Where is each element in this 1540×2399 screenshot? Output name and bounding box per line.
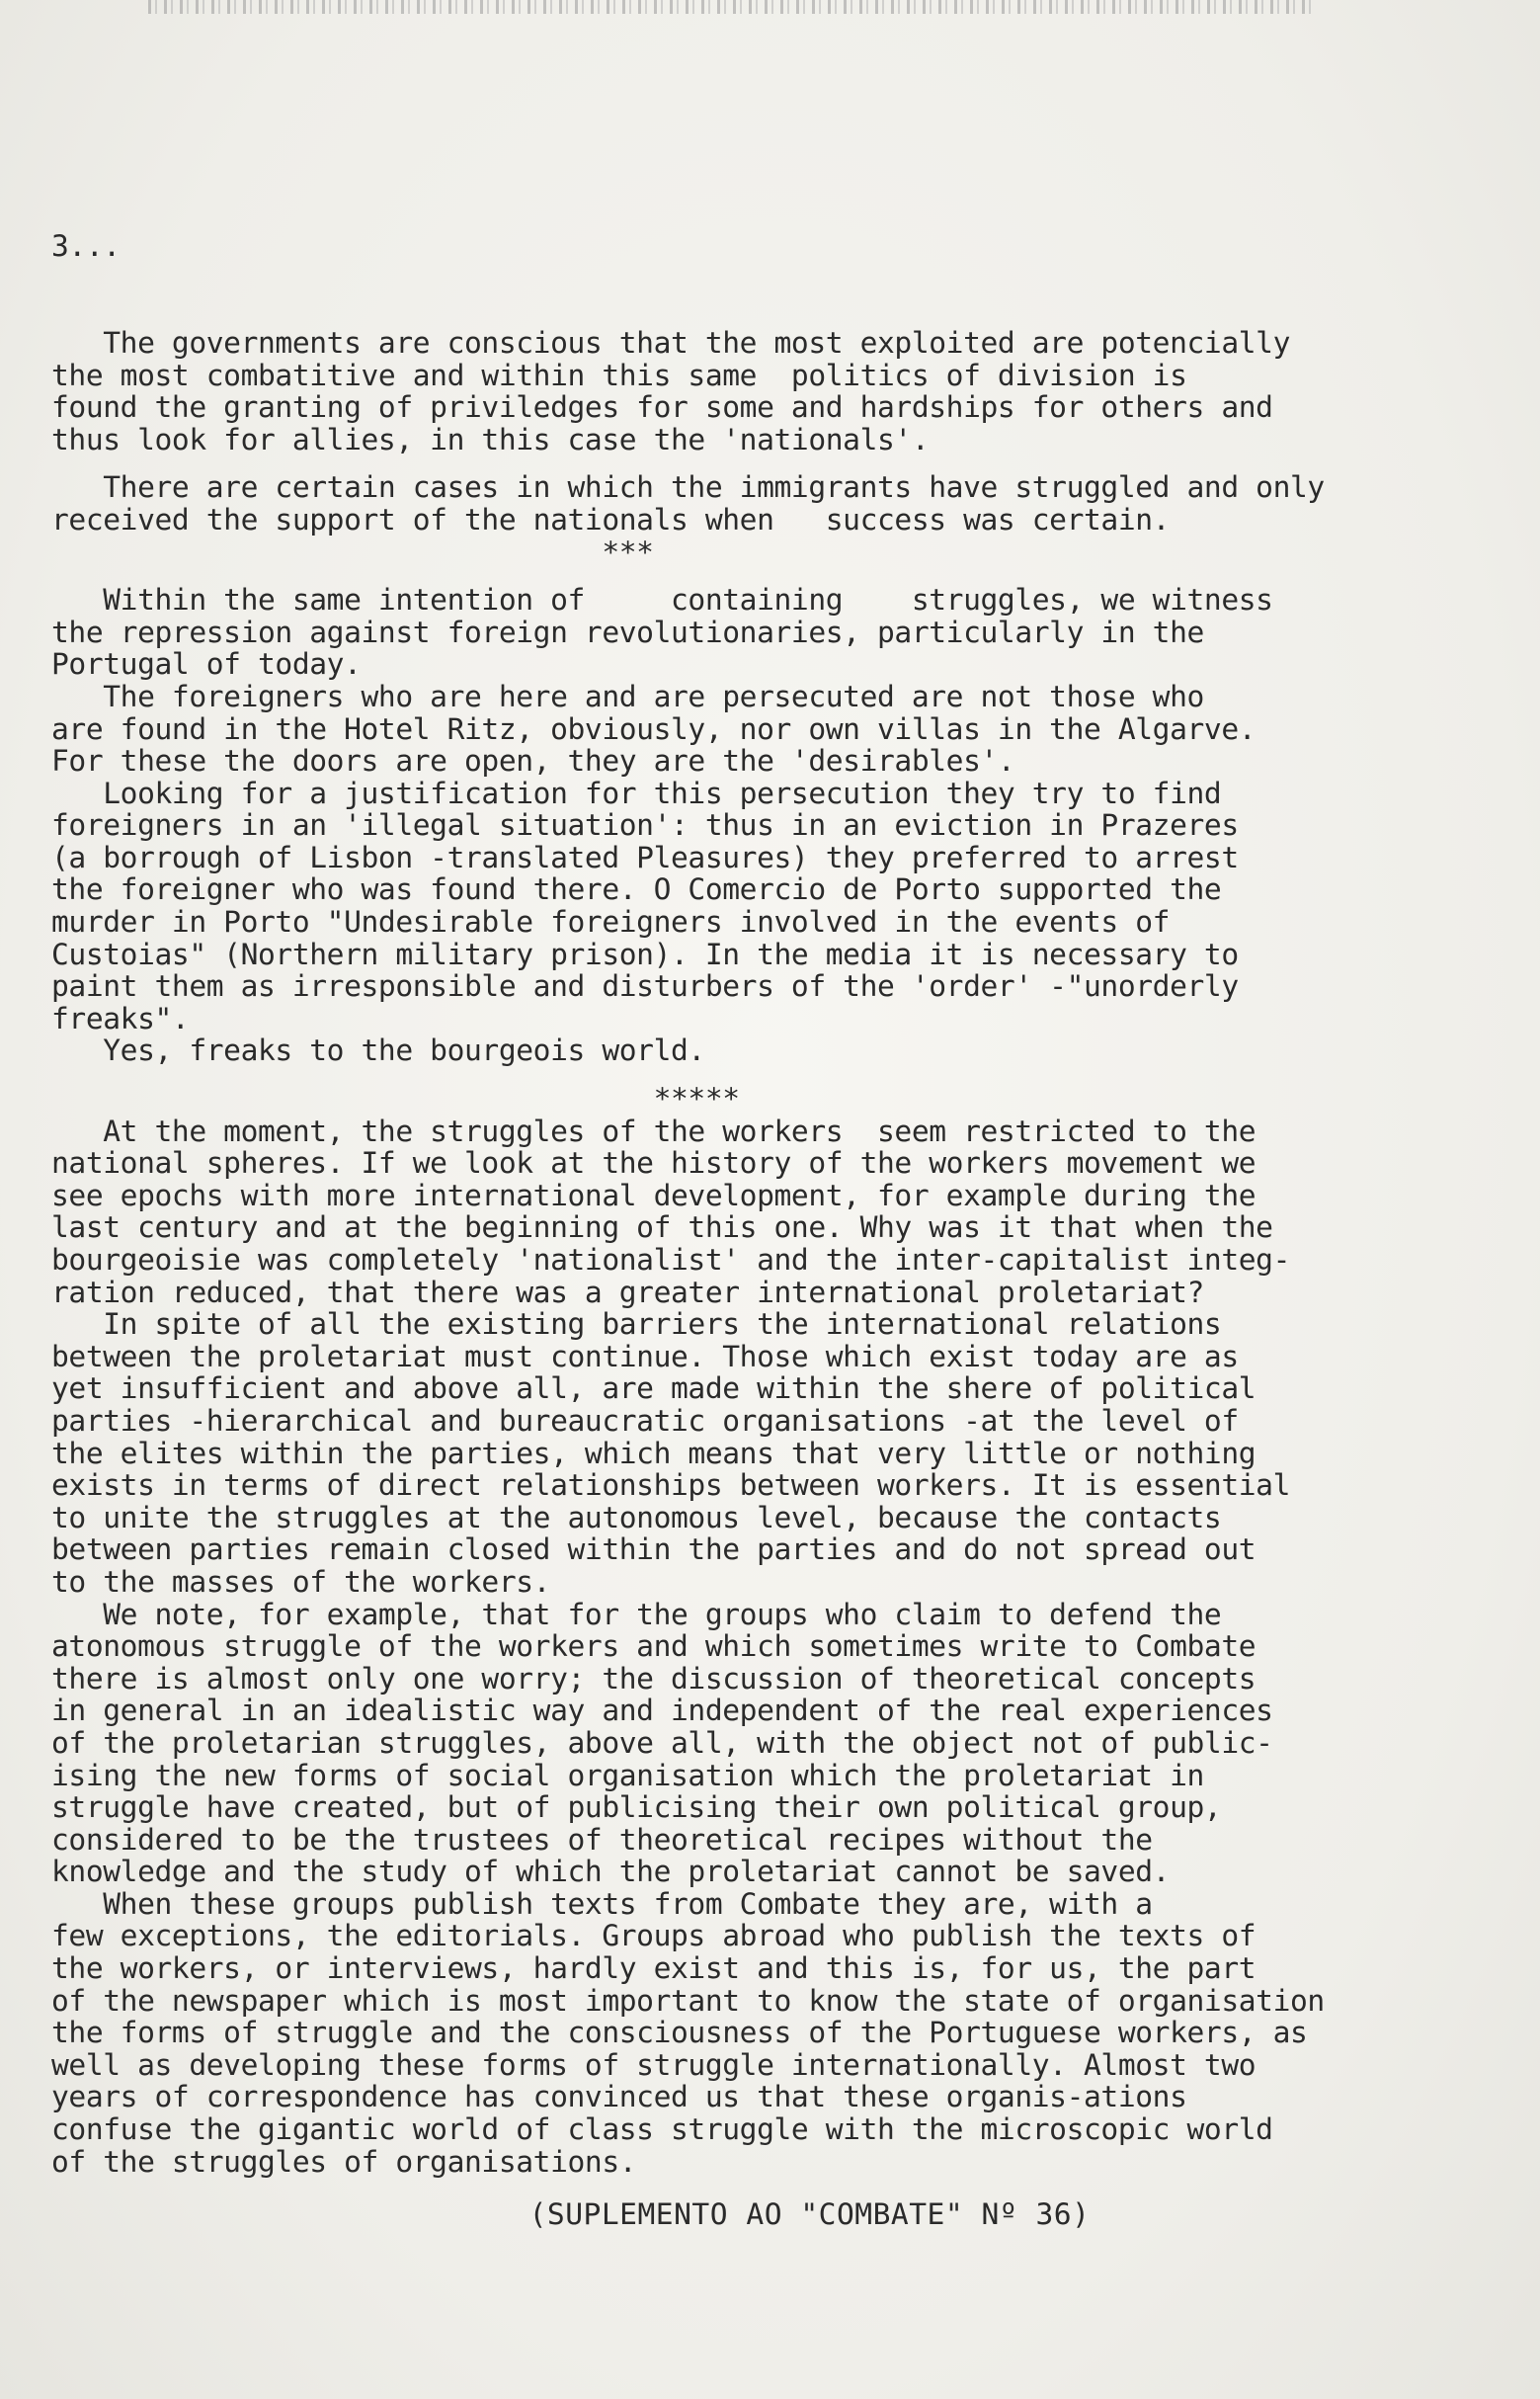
text-line: In spite of all the existing barriers the international relations: [51, 1307, 1222, 1342]
text-line: between the proletariat must continue. Those which exist today are as: [51, 1339, 1239, 1373]
text-line: to the masses of the workers.: [51, 1564, 551, 1599]
text-line: between parties remain closed within the parties and do not spread out: [51, 1532, 1256, 1567]
text-line: Portugal of today.: [51, 647, 362, 682]
text-line: Yes, freaks to the bourgeois world.: [51, 1034, 705, 1068]
text-line: in general in an idealistic way and independent of the real experiences: [51, 1694, 1273, 1728]
text-line: parties -hierarchical and bureaucratic organisations -at the level of: [51, 1403, 1239, 1438]
text-line: freaks".: [51, 1001, 190, 1035]
text-line: the repression against foreign revolutionaries, particularly in the: [51, 615, 1204, 649]
text-line: ***: [51, 535, 654, 569]
text-line: the most combatitive and within this same politics of division is: [51, 358, 1187, 392]
text-line: Looking for a justification for this persecution they try to find: [51, 776, 1222, 810]
text-line: foreigners in an 'illegal situation': thus in an eviction in Prazeres: [51, 808, 1239, 843]
text-line: Custoias" (Northern military prison). In the media it is necessary to: [51, 937, 1239, 971]
text-line: last century and at the beginning of this one. Why was it that when the: [51, 1210, 1273, 1245]
text-line: paint them as irresponsible and disturbers of the 'order' -"unorderly: [51, 969, 1239, 1004]
page-marker: 3...: [51, 229, 121, 264]
text-line: For these the doors are open, they are the 'desirables'.: [51, 744, 1015, 779]
footer-caption: (SUPLEMENTO AO "COMBATE" Nº 36): [528, 2197, 1091, 2231]
text-line: thus look for allies, in this case the 'nationals'.: [51, 422, 930, 456]
text-line: ising the new forms of social organisation which the proletariat in: [51, 1758, 1204, 1792]
text-line: of the struggles of organisations.: [51, 2144, 637, 2179]
text-line: of the proletarian struggles, above all, with the object not of public-: [51, 1725, 1273, 1760]
text-line: years of correspondence has convinced us that these organis-ations: [51, 2080, 1187, 2114]
text-line: the foreigner who was found there. O Comercio de Porto supported the: [51, 872, 1222, 907]
text-line: exists in terms of direct relationships between workers. It is essential: [51, 1468, 1291, 1503]
text-line: see epochs with more international development, for example during the: [51, 1178, 1256, 1212]
blank-line: [51, 455, 1494, 471]
text-line: At the moment, the struggles of the workers seem restricted to the: [51, 1114, 1256, 1148]
text-line: well as developing these forms of struggle internationally. Almost two: [51, 2047, 1256, 2082]
text-line: When these groups publish texts from Combate they are, with a: [51, 1886, 1153, 1921]
scan-edge-artifact: [148, 0, 1314, 14]
text-line: national spheres. If we look at the history of the workers movement we: [51, 1146, 1256, 1181]
text-line: the elites within the parties, which means that very little or nothing: [51, 1436, 1256, 1470]
text-line: knowledge and the study of which the proletariat cannot be saved.: [51, 1855, 1171, 1889]
text-line: murder in Porto "Undesirable foreigners involved in the events of: [51, 905, 1171, 940]
text-line: ration reduced, that there was a greater international proletariat?: [51, 1275, 1204, 1309]
text-line: the workers, or interviews, hardly exist and this is, for us, the part: [51, 1951, 1256, 1986]
text-line: struggle have created, but of publicising their own political group,: [51, 1790, 1222, 1825]
text-line: atonomous struggle of the workers and which sometimes write to Combate: [51, 1629, 1256, 1664]
blank-line: [51, 568, 1494, 584]
page-text: [51, 166, 1494, 2242]
text-line: found the granting of priviledges for some and hardships for others and: [51, 390, 1273, 425]
text-line: There are certain cases in which the immigrants have struggled and only: [51, 470, 1325, 505]
blank-line: [51, 1067, 1494, 1083]
text-line: confuse the gigantic world of class struggle with the microscopic world: [51, 2112, 1273, 2147]
text-line: bourgeoisie was completely 'nationalist' and the inter-capitalist integ-: [51, 1243, 1291, 1277]
text-line: The governments are conscious that the most exploited are potencially: [51, 325, 1291, 360]
text-line: Within the same intention of containing struggles, we witness: [51, 583, 1273, 618]
text-line: The foreigners who are here and are persecuted are not those who: [51, 679, 1204, 713]
text-line: received the support of the nationals when success was certain.: [51, 502, 1171, 537]
text-line: to unite the struggles at the autonomous level, because the contacts: [51, 1500, 1222, 1534]
text-line: *****: [51, 1082, 740, 1117]
text-line: (a borrough of Lisbon -translated Pleasures) they preferred to arrest: [51, 840, 1239, 874]
text-line: yet insufficient and above all, are made within the shere of political: [51, 1371, 1256, 1406]
text-line: are found in the Hotel Ritz, obviously, nor own villas in the Algarve.: [51, 711, 1256, 746]
text-line: there is almost only one worry; the discussion of theoretical concepts: [51, 1661, 1256, 1696]
text-line: the forms of struggle and the consciousness of the Portuguese workers, as: [51, 2016, 1308, 2050]
text-line: considered to be the trustees of theoretical recipes without the: [51, 1822, 1153, 1857]
text-line: We note, for example, that for the groups who claim to defend the: [51, 1597, 1222, 1631]
text-lines: [51, 327, 1494, 2178]
text-line: of the newspaper which is most important to know the state of organisation: [51, 1983, 1325, 2018]
text-line: few exceptions, the editorials. Groups abroad who publish the texts of: [51, 1919, 1256, 1953]
